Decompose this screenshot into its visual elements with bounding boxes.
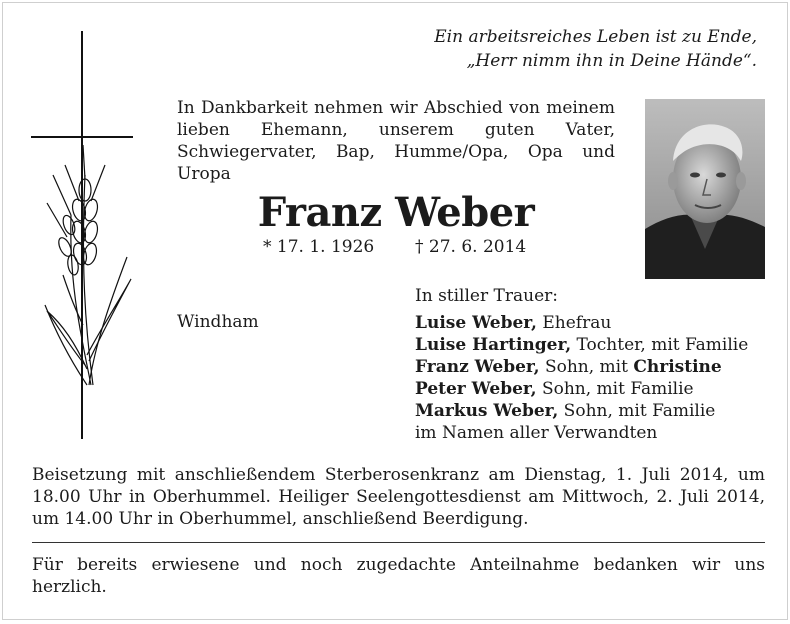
obituary-notice [2,2,788,620]
family-member: Markus Weber, Sohn, mit Familie [415,401,716,421]
funeral-details: Beisetzung mit anschließendem Sterberosenkranz am Dienstag, 1. Juli 2014, um 18.00 Uhr in Oberhummel. Heiliger Seelengottesdienst am Mittwoch, 2. Juli 2014, um 14.00 Uhr in Oberhummel, anschließend Beerdigung. [32,465,765,529]
family-member: Peter Weber, Sohn, mit Familie [415,379,694,399]
quote-line-1: Ein arbeitsreiches Leben ist zu Ende, [434,27,757,47]
family-closing: im Namen aller Verwandten [415,423,658,443]
death-date: † 27. 6. 2014 [415,237,527,257]
family-list [415,312,748,444]
birth-date: * 17. 1. 1926 [263,237,375,257]
family-member: Luise Hartinger, Tochter, mit Familie [415,335,749,355]
deceased-name: Franz Weber [257,189,535,236]
family-member: Luise Weber, Ehefrau [415,313,612,333]
family-member: Franz Weber, Sohn, mit Christine [415,357,722,377]
portrait-photo [645,99,765,279]
quote-line-2: „Herr nimm ihn in Deine Hände“. [466,51,757,71]
intro-text: In Dankbarkeit nehmen wir Abschied von meinem lieben Ehemann, unserem guten Vater, Schwiegervater, Bap, Humme/Opa, Opa und Uropa [177,98,615,184]
mourning-heading: In stiller Trauer: [415,286,558,306]
thanks-text: Für bereits erwiesene und noch zugedachte Anteilnahme bedanken wir uns herzlich. [32,555,765,597]
cross-with-wheat-icon [23,25,143,445]
place-name: Windham [177,312,259,332]
quote-block [397,25,757,73]
portrait-illustration [645,99,765,279]
divider [32,542,765,543]
